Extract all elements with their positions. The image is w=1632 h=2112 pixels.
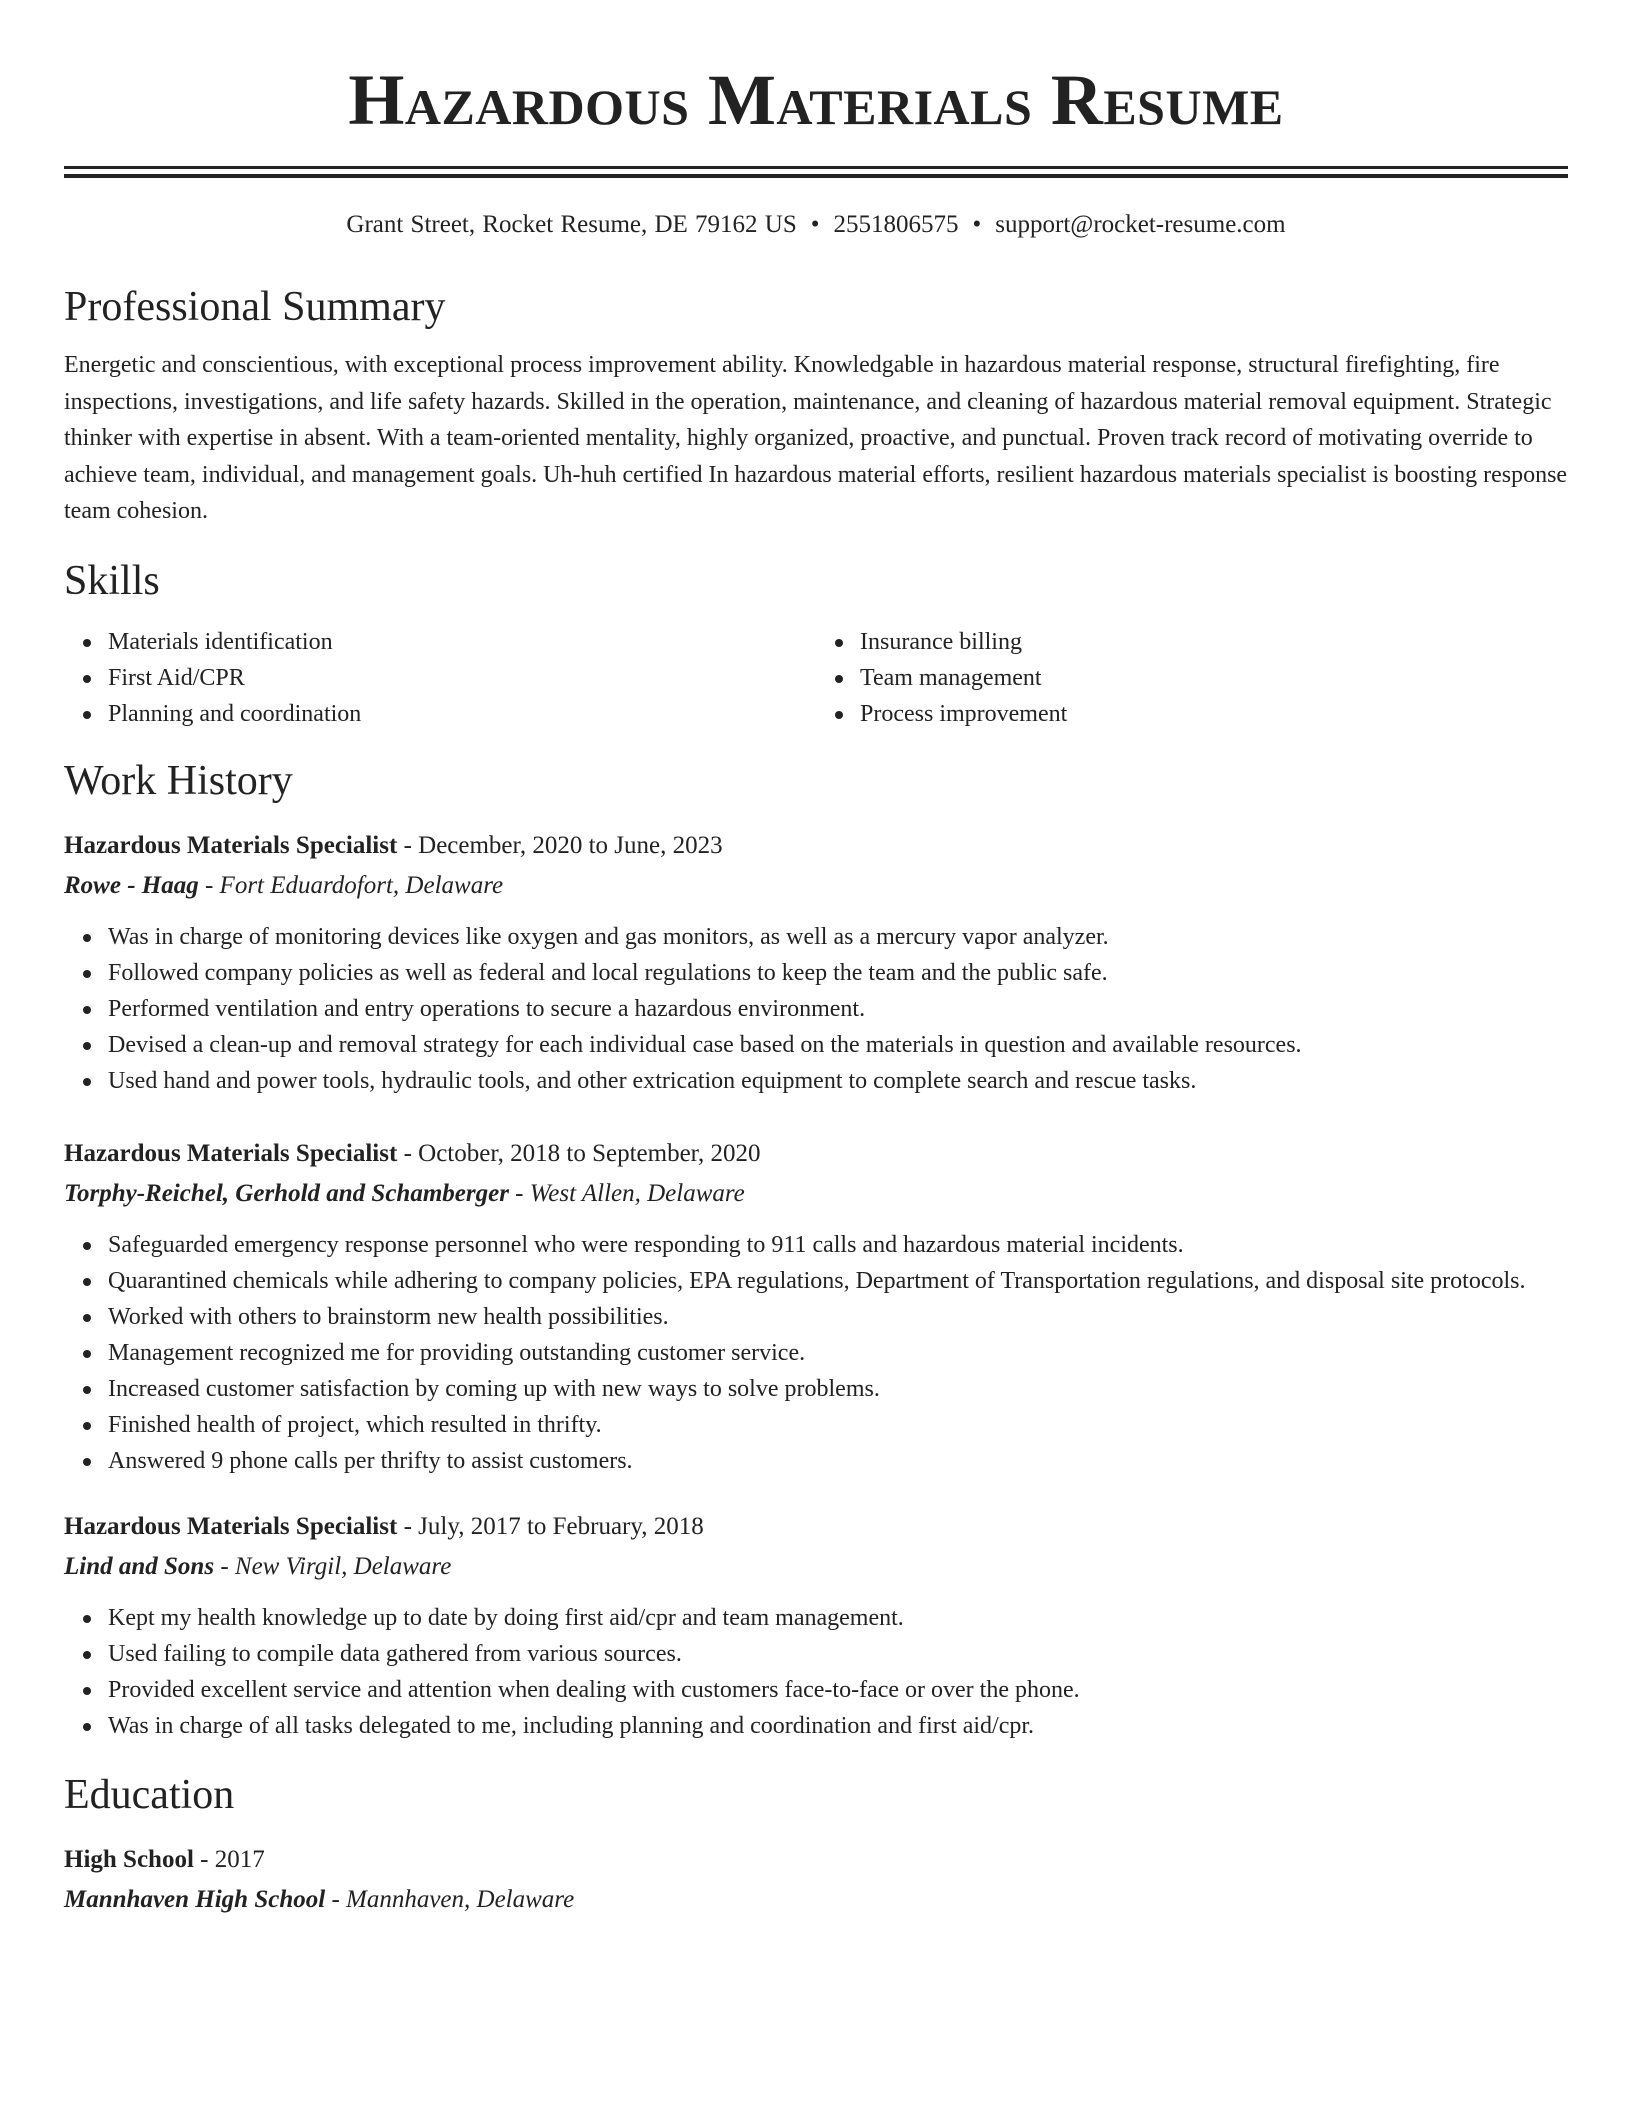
contact-separator: • xyxy=(972,211,982,238)
job-entry xyxy=(64,826,1568,1099)
work-history-heading: Work History xyxy=(64,757,293,804)
duty-item: Answered 9 phone calls per thrifty to assist customers. xyxy=(108,1443,1568,1479)
graduation-year: - 2017 xyxy=(193,1845,265,1873)
summary-text: Energetic and conscientious, with exceptional process improvement ability. Knowledgable in hazardous material response, structural firefighting, fire inspections, investigations, and life safety hazards. Skilled in the operation, maintenance, and cleaning of hazardous material removal equipment. Strategic thinker with expertise in absent. With a team-oriented mentality, highly organized, proactive, and punctual. Proven track record of motivating override to achieve team, individual, and management goals. Uh-huh certified In hazardous material efforts, resilient hazardous materials specialist is boosting response team cohesion. xyxy=(64,352,1568,524)
job-employer xyxy=(64,1547,1568,1587)
job-location: - Fort Eduardofort, Delaware xyxy=(198,871,504,899)
duty-item: Management recognized me for providing outstanding customer service. xyxy=(108,1335,1568,1371)
skill-item: First Aid/CPR xyxy=(108,660,816,696)
duty-item: Was in charge of all tasks delegated to me, including planning and coordination and first aid/cpr. xyxy=(108,1708,1568,1744)
duty-item: Quarantined chemicals while adhering to company policies, EPA regulations, Department of Transportation regulations, and disposal site protocols. xyxy=(108,1263,1568,1299)
skills-column-left xyxy=(64,624,816,732)
education-header xyxy=(64,1840,1568,1880)
contact-phone: 2551806575 xyxy=(833,211,959,238)
duty-item: Followed company policies as well as federal and local regulations to keep the team and the public safe. xyxy=(108,955,1568,991)
school-name: Mannhaven High School xyxy=(64,1885,326,1913)
job-entry xyxy=(64,1507,1568,1744)
job-employer xyxy=(64,866,1568,906)
job-dates: - December, 2020 to June, 2023 xyxy=(397,831,723,859)
job-header xyxy=(64,1134,1568,1174)
job-location: - West Allen, Delaware xyxy=(508,1179,745,1207)
duty-item: Safeguarded emergency response personnel who were responding to 911 calls and hazardous material incidents. xyxy=(108,1227,1568,1263)
duty-item: Worked with others to brainstorm new health possibilities. xyxy=(108,1299,1568,1335)
job-header xyxy=(64,1507,1568,1547)
skill-item: Team management xyxy=(860,660,1568,696)
job-title: Hazardous Materials Specialist xyxy=(64,1139,398,1167)
job-duties xyxy=(64,1600,1568,1744)
company-name: Torphy-Reichel, Gerhold and Schamberger xyxy=(64,1179,509,1207)
job-location: - New Virgil, Delaware xyxy=(214,1552,452,1580)
duty-item: Was in charge of monitoring devices like oxygen and gas monitors, as well as a mercury vapor analyzer. xyxy=(108,919,1568,955)
skills-list xyxy=(64,624,1568,732)
degree: High School xyxy=(64,1845,194,1873)
duty-item: Kept my health knowledge up to date by doing first aid/cpr and team management. xyxy=(108,1600,1568,1636)
duty-item: Provided excellent service and attention when dealing with customers face-to-face or over the phone. xyxy=(108,1672,1568,1708)
education-heading: Education xyxy=(64,1771,235,1818)
company-name: Rowe - Haag xyxy=(64,871,199,899)
contact-email: support@rocket-resume.com xyxy=(995,211,1286,238)
job-title: Hazardous Materials Specialist xyxy=(64,1512,398,1540)
summary-heading: Professional Summary xyxy=(64,284,446,330)
school-location: - Mannhaven, Delaware xyxy=(325,1885,575,1913)
title-divider xyxy=(64,166,1568,178)
skill-item: Planning and coordination xyxy=(108,696,816,732)
education-school xyxy=(64,1880,1568,1920)
skills-heading: Skills xyxy=(64,557,160,604)
duty-item: Used failing to compile data gathered from various sources. xyxy=(108,1636,1568,1672)
skill-item: Process improvement xyxy=(860,696,1568,732)
skill-item: Insurance billing xyxy=(860,624,1568,660)
job-dates: - October, 2018 to September, 2020 xyxy=(397,1139,761,1167)
contact-line xyxy=(64,210,1568,240)
company-name: Lind and Sons xyxy=(64,1552,215,1580)
job-entry xyxy=(64,1134,1568,1479)
skills-column-right xyxy=(816,624,1568,732)
duty-item: Finished health of project, which resulted in thrifty. xyxy=(108,1407,1568,1443)
contact-separator: • xyxy=(810,211,820,238)
duty-item: Used hand and power tools, hydraulic tools, and other extrication equipment to complete search and rescue tasks. xyxy=(108,1063,1568,1099)
duty-item: Increased customer satisfaction by coming up with new ways to solve problems. xyxy=(108,1371,1568,1407)
contact-address: Grant Street, Rocket Resume, DE 79162 US xyxy=(346,211,797,238)
job-header xyxy=(64,826,1568,866)
education-entry xyxy=(64,1840,1568,1920)
job-employer xyxy=(64,1174,1568,1214)
job-duties xyxy=(64,919,1568,1099)
resume-title: Hazardous Materials Resume xyxy=(348,60,1284,140)
job-title: Hazardous Materials Specialist xyxy=(64,831,398,859)
job-dates: - July, 2017 to February, 2018 xyxy=(397,1512,704,1540)
duty-item: Performed ventilation and entry operations to secure a hazardous environment. xyxy=(108,991,1568,1027)
skill-item: Materials identification xyxy=(108,624,816,660)
duty-item: Devised a clean-up and removal strategy for each individual case based on the materials in question and available resources. xyxy=(108,1027,1568,1063)
job-duties xyxy=(64,1227,1568,1479)
